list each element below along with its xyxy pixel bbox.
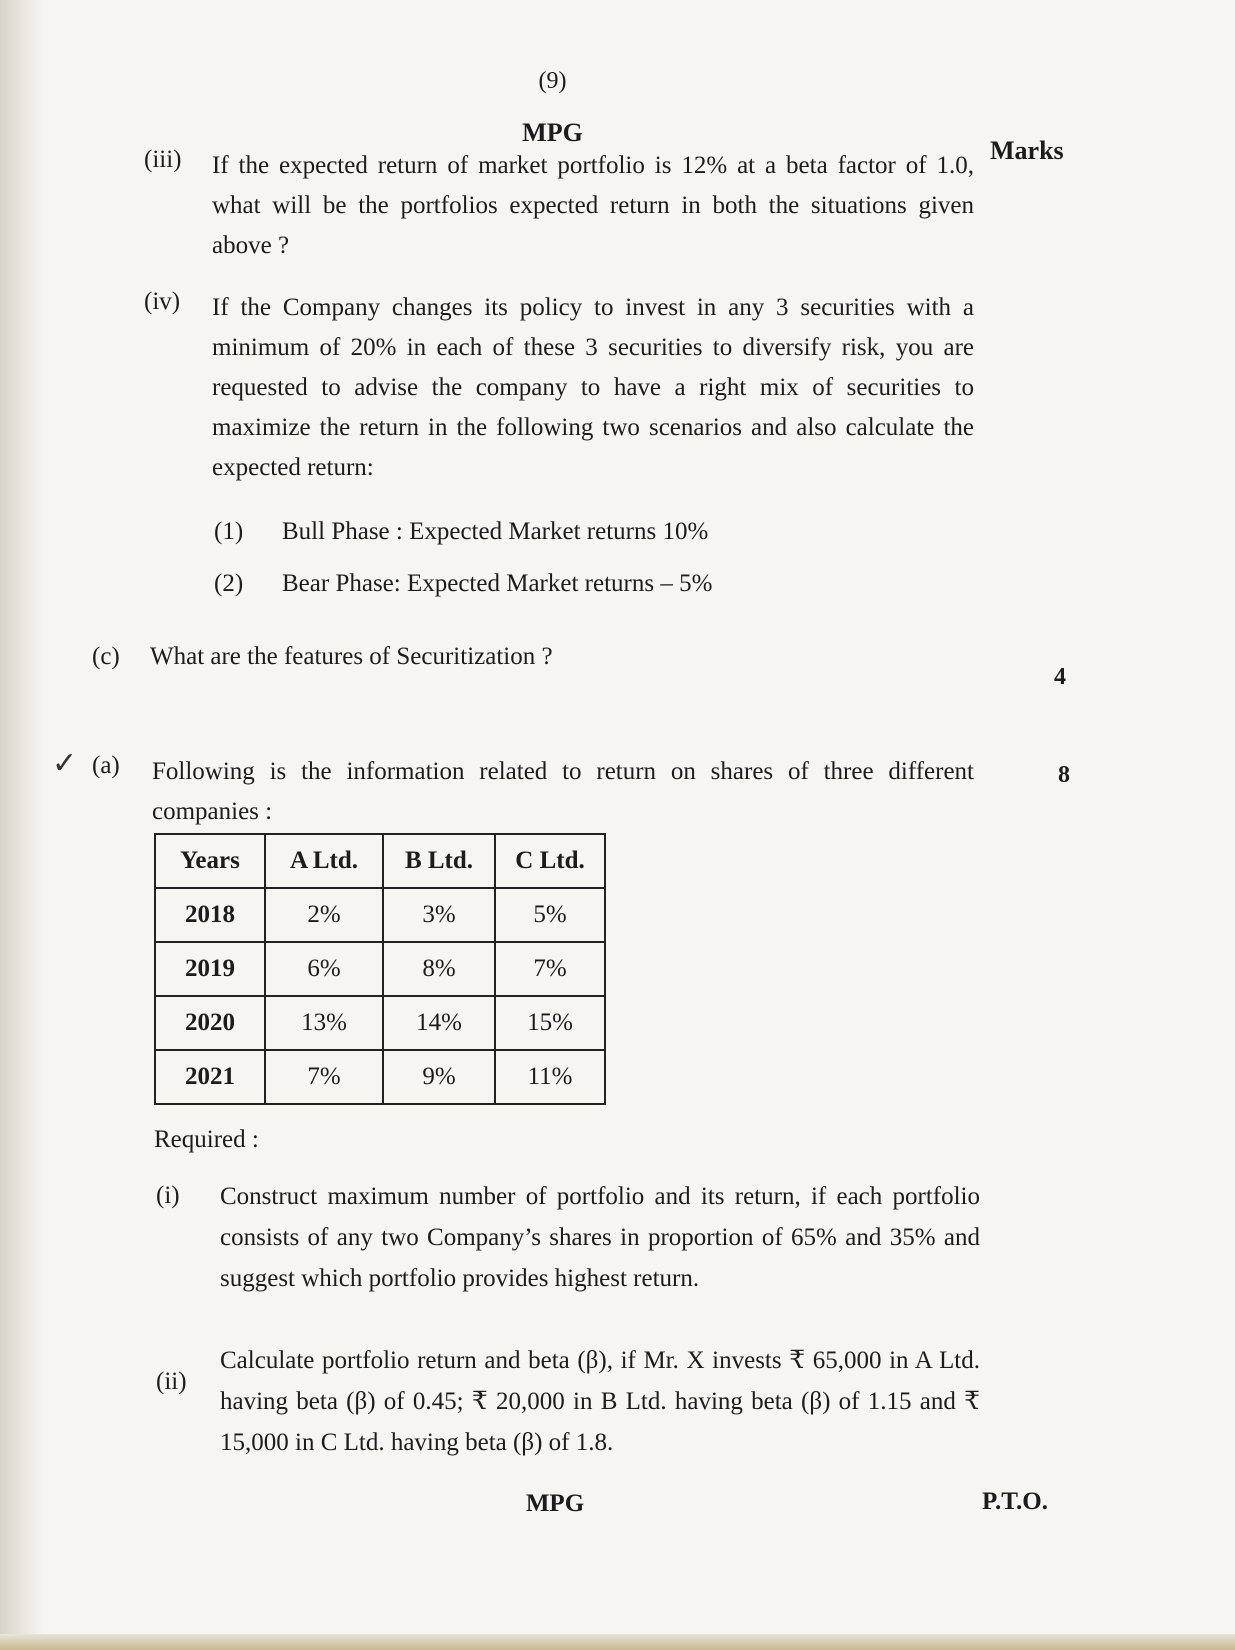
- question-a-marks: 8: [1058, 762, 1070, 788]
- scenario-1-label: (1): [214, 518, 244, 545]
- return-cell: 15%: [495, 996, 605, 1050]
- marks-column-header: Marks: [990, 136, 1064, 165]
- sub-question-ii-label: (ii): [156, 1368, 187, 1395]
- return-cell: 7%: [265, 1050, 383, 1104]
- column-header-years: Years: [155, 834, 265, 888]
- required-label: Required :: [154, 1126, 259, 1153]
- return-cell: 11%: [495, 1050, 605, 1104]
- year-cell: 2018: [155, 888, 265, 942]
- page-bottom-edge: [0, 1634, 1235, 1650]
- please-turn-over: P.T.O.: [982, 1488, 1048, 1515]
- column-header-a-ltd: A Ltd.: [265, 834, 383, 888]
- return-cell: 13%: [265, 996, 383, 1050]
- sub-question-i-label: (i): [156, 1182, 180, 1209]
- return-cell: 14%: [383, 996, 495, 1050]
- question-c-marks: 4: [1054, 664, 1066, 690]
- question-c-label: (c): [92, 643, 120, 670]
- question-a-text: Following is the information related to return on shares of three different companies :: [152, 758, 974, 825]
- returns-table: [154, 833, 606, 1105]
- question-iii-text: If the expected return of market portfolio is 12% at a beta factor of 1.0, what will be the portfolios expected return in both the situations given above ?: [212, 152, 974, 259]
- year-cell: 2021: [155, 1050, 265, 1104]
- table-row: [155, 996, 605, 1050]
- table-row: [155, 1050, 605, 1104]
- column-header-c-ltd: C Ltd.: [495, 834, 605, 888]
- return-cell: 7%: [495, 942, 605, 996]
- check-mark-icon: ✓: [52, 747, 78, 780]
- paper-code-header: MPG: [522, 118, 583, 147]
- sub-question-ii-text: Calculate portfolio return and beta (β), if Mr. X invests ₹ 65,000 in A Ltd. having beta (β) of 0.45; ₹ 20,000 in B Ltd. having beta (β) of 1.15 and ₹ 15,000 in C Ltd. having beta (β) of 1.8.: [220, 1347, 980, 1456]
- year-cell: 2020: [155, 996, 265, 1050]
- question-iii-label: (iii): [144, 146, 182, 173]
- return-cell: 3%: [383, 888, 495, 942]
- scenario-2-text: Bear Phase: Expected Market returns – 5%: [282, 570, 713, 597]
- question-a-label: (a): [92, 752, 120, 779]
- return-cell: 2%: [265, 888, 383, 942]
- page-edge-shadow: [0, 0, 45, 1650]
- return-cell: 5%: [495, 888, 605, 942]
- question-iv-label: (iv): [144, 288, 181, 315]
- return-cell: 6%: [265, 942, 383, 996]
- footer-paper-code: MPG: [525, 1490, 585, 1517]
- question-c-text: What are the features of Securitization ?: [150, 643, 553, 670]
- sub-question-i-text: Construct maximum number of portfolio and its return, if each portfolio consists of any two Company’s shares in proportion of 65% and 35% and suggest which portfolio provides highest return.: [220, 1183, 980, 1292]
- return-cell: 8%: [383, 942, 495, 996]
- scenario-2-label: (2): [214, 570, 244, 597]
- table-row: [155, 942, 605, 996]
- page-number: (9): [538, 68, 567, 94]
- question-iv-text: If the Company changes its policy to invest in any 3 securities with a minimum of 20% in each of these 3 securities to diversify risk, you are requested to advise the company to have a right mix of securities to maximize the return in the following two scenarios and also calculate the expected return:: [212, 294, 974, 481]
- column-header-b-ltd: B Ltd.: [383, 834, 495, 888]
- year-cell: 2019: [155, 942, 265, 996]
- table-header-row: [155, 834, 605, 888]
- return-cell: 9%: [383, 1050, 495, 1104]
- scenario-1-text: Bull Phase : Expected Market returns 10%: [282, 518, 709, 545]
- table-row: [155, 888, 605, 942]
